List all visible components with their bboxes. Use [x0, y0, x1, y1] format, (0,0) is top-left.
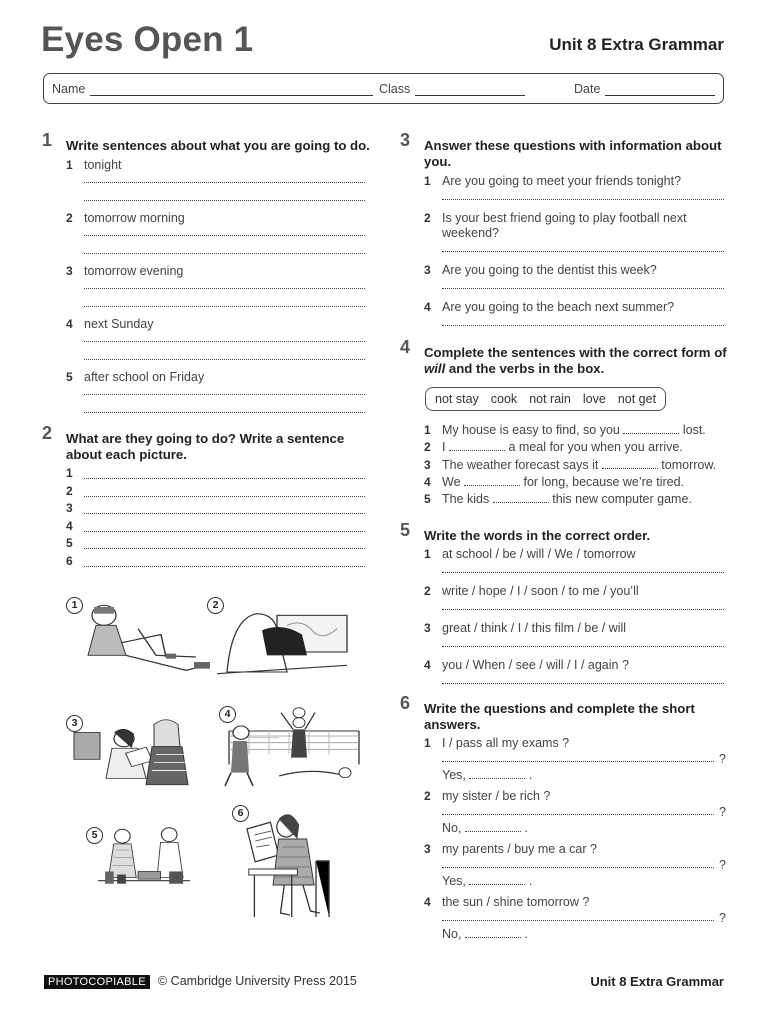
exercise-instruction: Complete the sentences with the correct form of will and the verbs in the box. — [424, 345, 727, 376]
list-item — [400, 440, 728, 457]
item-number: 4 — [66, 317, 73, 331]
picture-4 — [219, 706, 369, 806]
answer-line[interactable] — [442, 288, 724, 289]
short-answer-row: No, . — [442, 927, 528, 942]
short-answer-blank[interactable] — [465, 821, 521, 832]
list-item — [400, 300, 728, 315]
sentence-end: this new computer game. — [552, 492, 692, 507]
answer-line[interactable] — [442, 761, 714, 762]
item-number: 5 — [424, 492, 431, 507]
answer-line[interactable] — [84, 566, 365, 567]
exercise-instruction: Answer these questions with information about you. — [424, 138, 722, 169]
picture-5 — [86, 827, 216, 919]
date-label: Date — [574, 82, 601, 96]
picture-number-label: 1 — [66, 597, 83, 614]
answer-line[interactable] — [442, 920, 714, 921]
answer-line[interactable] — [442, 867, 714, 868]
exercise-number: 4 — [400, 337, 411, 357]
item-number: 1 — [66, 158, 73, 172]
short-answer-start: Yes, — [442, 768, 466, 783]
list-item — [42, 370, 372, 385]
answer-line[interactable] — [84, 531, 365, 532]
item-number: 2 — [424, 440, 431, 455]
illustration-image — [219, 706, 369, 806]
name-line[interactable] — [90, 84, 373, 96]
word-option: not rain — [529, 392, 571, 406]
question-line-row — [442, 857, 728, 873]
illustration-image — [66, 715, 216, 810]
sentence-end: for long, because we’re tired. — [523, 474, 685, 489]
exercise-instruction: Write the words in the correct order. — [424, 528, 651, 544]
illustration-image — [232, 805, 372, 925]
answer-line[interactable] — [442, 199, 724, 200]
word-option: not get — [617, 392, 657, 406]
question-line-row — [442, 910, 728, 926]
item-number: 4 — [424, 658, 431, 673]
sentence-end: a meal for you when you arrive. — [508, 440, 683, 455]
short-answer-start: No, — [442, 927, 462, 942]
list-item — [400, 621, 728, 636]
list-item — [42, 158, 372, 173]
right-column — [400, 130, 728, 942]
gap-fill-blank[interactable] — [449, 440, 505, 451]
answer-line[interactable] — [84, 359, 365, 360]
item-number: 3 — [424, 263, 431, 277]
item-number: 3 — [424, 457, 431, 472]
gap-fill-blank[interactable] — [493, 492, 549, 503]
picture-number-label: 6 — [232, 805, 249, 822]
list-item — [400, 895, 728, 910]
exercise-number: 3 — [400, 130, 411, 150]
answer-line[interactable] — [84, 306, 365, 307]
gap-fill-blank[interactable] — [464, 475, 520, 486]
short-answer-start: No, — [442, 821, 462, 836]
list-item — [400, 174, 728, 189]
exercise-2 — [42, 423, 372, 571]
answer-line[interactable] — [84, 253, 365, 254]
exercise-number: 1 — [42, 130, 53, 150]
exercise-number: 5 — [400, 520, 411, 541]
list-item — [42, 519, 372, 537]
exercise-number: 6 — [400, 693, 411, 714]
answer-line[interactable] — [84, 412, 365, 413]
class-line[interactable] — [415, 84, 525, 96]
answer-line[interactable] — [84, 478, 365, 479]
item-number: 6 — [66, 553, 73, 568]
exercise-instruction: What are they going to do? Write a sentence about each picture. — [66, 431, 345, 462]
list-item — [42, 211, 372, 226]
answer-line[interactable] — [84, 513, 365, 514]
item-number: 4 — [424, 474, 431, 489]
gap-fill-blank[interactable] — [623, 423, 679, 434]
picture-6 — [232, 805, 372, 925]
word-box — [425, 387, 666, 411]
item-prompt: at school / be / will / We / tomorrow — [442, 547, 636, 562]
picture-number-label: 5 — [86, 827, 103, 844]
item-number: 5 — [66, 370, 73, 384]
exercise-instruction: Write sentences about what you are going to do. — [66, 138, 370, 153]
list-item — [400, 658, 728, 673]
sentence-start: The kids — [442, 492, 490, 507]
class-field[interactable] — [379, 82, 525, 96]
item-number: 2 — [424, 584, 431, 599]
item-number: 1 — [424, 547, 431, 562]
item-prompt: Are you going to meet your friends tonight? — [442, 174, 682, 188]
answer-line[interactable] — [442, 646, 724, 647]
list-item — [400, 492, 728, 509]
short-answer-start: Yes, — [442, 874, 466, 889]
item-prompt: Are you going to the dentist this week? — [442, 263, 657, 277]
short-answer-blank[interactable] — [465, 927, 521, 938]
picture-2 — [207, 597, 357, 697]
item-prompt: my parents / buy me a car ? — [442, 842, 597, 857]
list-item — [42, 536, 372, 554]
item-number: 4 — [66, 518, 73, 533]
short-answer-blank[interactable] — [469, 874, 525, 885]
question-mark: ? — [719, 858, 726, 873]
list-item — [42, 554, 372, 572]
picture-number-label: 3 — [66, 715, 83, 732]
picture-3 — [66, 715, 216, 810]
item-number: 1 — [66, 466, 73, 480]
item-sentence — [424, 458, 728, 473]
name-label: Name — [52, 82, 86, 96]
answer-line[interactable] — [84, 394, 365, 395]
item-number: 2 — [66, 483, 73, 498]
list-item — [400, 263, 728, 278]
short-answer-row: No, . — [442, 821, 528, 836]
sentence-start: My house is easy to find, so you — [442, 423, 620, 437]
sentence-end: tomorrow. — [661, 457, 717, 472]
illustration-image — [86, 827, 216, 919]
answer-line[interactable] — [84, 288, 365, 289]
list-item — [42, 264, 372, 279]
word-option: cook — [490, 392, 518, 406]
date-line[interactable] — [605, 84, 715, 96]
sentence-start: I — [442, 440, 446, 455]
list-item — [42, 484, 372, 502]
exercise-6 — [400, 693, 728, 942]
list-item — [400, 475, 728, 492]
class-label: Class — [379, 82, 411, 96]
answer-line[interactable] — [442, 683, 724, 684]
student-info-box — [43, 73, 724, 104]
answer-line[interactable] — [84, 235, 365, 236]
list-item — [400, 458, 728, 475]
answer-line[interactable] — [442, 325, 724, 326]
date-field[interactable] — [574, 82, 715, 96]
list-item — [42, 501, 372, 519]
unit-title: Unit 8 Extra Grammar — [549, 35, 724, 54]
picture-1 — [66, 597, 216, 697]
illustration-image — [66, 597, 216, 697]
exercise-1 — [42, 130, 372, 413]
list-item — [400, 211, 728, 241]
sentence-end: lost. — [682, 423, 706, 437]
list-item — [400, 423, 728, 440]
item-prompt: Are you going to the beach next summer? — [442, 300, 675, 314]
item-number: 3 — [66, 264, 73, 278]
gap-fill-blank[interactable] — [602, 458, 658, 469]
item-prompt: I / pass all my exams ? — [442, 736, 570, 751]
item-prompt: tomorrow evening — [84, 264, 184, 278]
item-number: 1 — [424, 174, 431, 188]
question-mark: ? — [719, 911, 726, 926]
item-number: 3 — [424, 621, 431, 636]
name-field[interactable] — [52, 82, 373, 96]
item-sentence — [424, 492, 728, 507]
answer-line[interactable] — [84, 548, 365, 549]
short-answer-row: Yes, . — [442, 768, 533, 783]
item-prompt: after school on Friday — [84, 370, 205, 384]
item-prompt: write / hope / I / soon / to me / you’ll — [442, 584, 639, 599]
short-answer-row: Yes, . — [442, 874, 533, 889]
list-item — [400, 547, 728, 562]
question-line-row — [442, 804, 728, 820]
answer-line[interactable] — [84, 496, 365, 497]
exercise-4 — [400, 337, 728, 509]
question-line-row — [442, 751, 728, 767]
answer-line[interactable] — [84, 182, 365, 183]
item-number: 2 — [424, 789, 431, 804]
item-prompt: tonight — [84, 158, 122, 172]
picture-number-label: 2 — [207, 597, 224, 614]
picture-number-label: 4 — [219, 706, 236, 723]
item-number: 5 — [66, 536, 73, 550]
item-sentence — [424, 440, 728, 455]
item-prompt: the sun / shine tomorrow ? — [442, 895, 590, 910]
copyright-text: © Cambridge University Press 2015 — [158, 974, 357, 988]
word-option: not stay — [435, 392, 479, 406]
sentence-start: We — [442, 474, 461, 489]
answer-line[interactable] — [84, 341, 365, 342]
page-title: Eyes Open 1 — [41, 20, 254, 59]
photocopiable-badge: PHOTOCOPIABLE — [44, 975, 150, 989]
item-prompt: Is your best friend going to play football next weekend? — [442, 211, 687, 240]
question-mark: ? — [719, 752, 726, 767]
answer-line[interactable] — [84, 200, 365, 201]
short-answer-blank[interactable] — [469, 768, 525, 779]
list-item — [400, 842, 728, 857]
exercise-instruction: Write the questions and complete the short answers. — [424, 701, 695, 733]
answer-line[interactable] — [442, 572, 724, 573]
item-number: 2 — [424, 211, 431, 225]
list-item — [400, 736, 728, 751]
list-item — [400, 584, 728, 599]
answer-line[interactable] — [442, 814, 714, 815]
item-number: 1 — [424, 736, 431, 751]
footer-unit-title: Unit 8 Extra Grammar — [590, 974, 724, 989]
answer-line[interactable] — [442, 609, 724, 610]
item-prompt: my sister / be rich ? — [442, 789, 551, 804]
item-number: 3 — [424, 842, 431, 857]
item-prompt: great / think / I / this film / be / will — [442, 621, 627, 636]
list-item — [42, 466, 372, 484]
item-prompt: tomorrow morning — [84, 211, 185, 225]
item-sentence — [424, 423, 728, 438]
sentence-start: The weather forecast says it — [442, 457, 599, 472]
item-number: 1 — [424, 423, 431, 437]
list-item — [42, 317, 372, 332]
list-item — [400, 789, 728, 804]
item-number: 3 — [66, 501, 73, 515]
answer-line[interactable] — [442, 251, 724, 252]
item-prompt: next Sunday — [84, 317, 154, 331]
item-sentence — [424, 475, 728, 490]
exercise-number: 2 — [42, 423, 53, 443]
illustration-image — [207, 597, 357, 697]
question-mark: ? — [719, 805, 726, 820]
exercise-5 — [400, 520, 728, 684]
left-column — [42, 130, 372, 571]
item-number: 4 — [424, 895, 431, 910]
word-option: love — [582, 392, 606, 406]
item-prompt: you / When / see / will / I / again ? — [442, 658, 629, 673]
item-number: 4 — [424, 300, 431, 314]
item-number: 2 — [66, 211, 73, 225]
exercise-3 — [400, 130, 728, 326]
